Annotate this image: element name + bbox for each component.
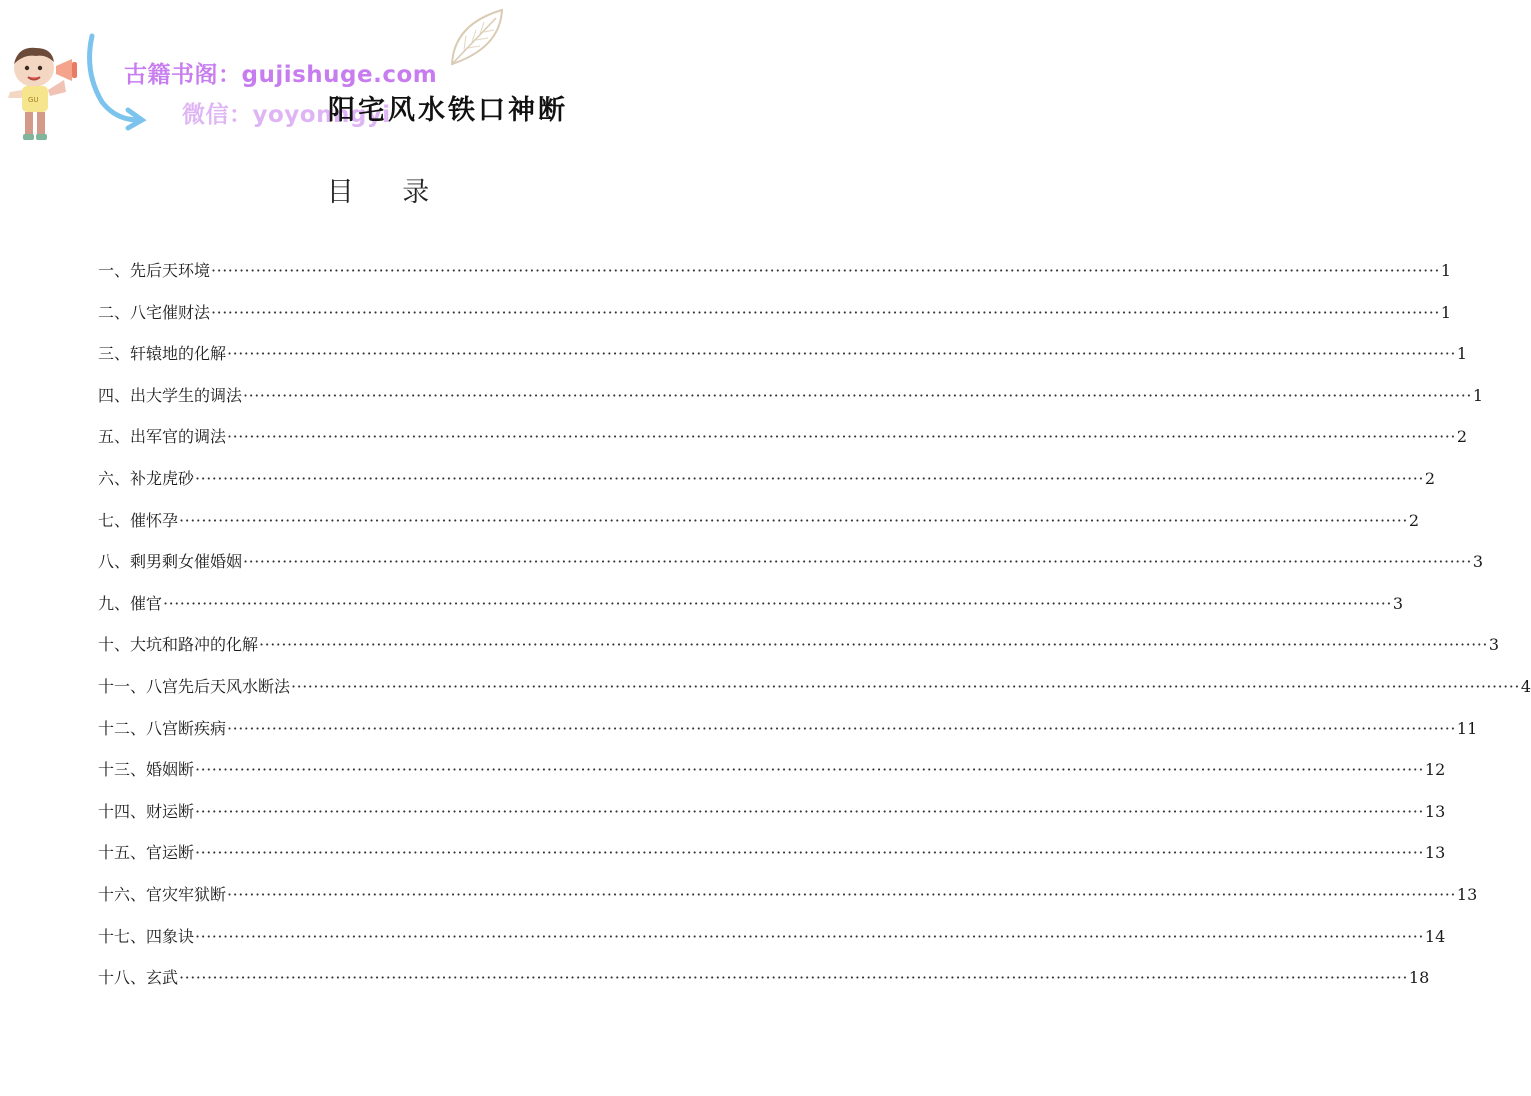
- toc-entry-label: 九、催官: [98, 593, 163, 613]
- toc-leader-dots: ····························································································································································································································: [227, 884, 1456, 904]
- toc-entry-label: 十三、婚姻断: [98, 760, 195, 780]
- toc-entry-label: 一、先后天环境: [98, 261, 211, 280]
- toc-heading: 目 录: [326, 177, 450, 208]
- toc-entry-page: 1: [1440, 302, 1452, 322]
- toc-entry-page: 13: [1456, 884, 1478, 904]
- toc-entry-page: 13: [1424, 843, 1446, 863]
- toc-entry-label: 七、催怀孕: [98, 510, 179, 530]
- toc-leader-dots: ····························································································································································································································: [195, 926, 1424, 946]
- toc-entry-label: 十七、四象诀: [98, 926, 195, 946]
- toc-entry-page: 2: [1408, 510, 1420, 530]
- toc-entry[interactable]: [98, 878, 1478, 920]
- toc-entry-page: 3: [1392, 593, 1404, 613]
- toc-entry-page: 3: [1472, 552, 1484, 572]
- toc-leader-dots: ····························································································································································································································: [195, 468, 1424, 488]
- toc-leader-dots: ····························································································································································································································: [291, 676, 1520, 696]
- toc-entry-label: 八、剩男剩女催婚姻: [98, 552, 243, 572]
- toc-entry-page: 4: [1520, 676, 1531, 696]
- toc-entry-label: 十五、官运断: [98, 843, 195, 863]
- toc-entry-label: 十、大坑和路冲的化解: [98, 635, 259, 655]
- toc-entry-page: 14: [1424, 926, 1446, 946]
- toc-entry-page: 2: [1424, 468, 1436, 488]
- toc-entry-page: 2: [1456, 427, 1468, 447]
- toc-entry[interactable]: [98, 462, 1436, 504]
- toc-entry[interactable]: [98, 337, 1468, 379]
- toc-entry-label: 十一、八宫先后天风水断法: [98, 676, 291, 696]
- toc-entry[interactable]: [98, 296, 1452, 338]
- toc-entry-label: 二、八宅催财法: [98, 302, 211, 322]
- toc-entry-page: 1: [1472, 385, 1484, 405]
- toc-leader-dots: ····························································································································································································································: [211, 302, 1440, 322]
- toc-entry[interactable]: [98, 920, 1446, 962]
- toc-entry-label: 十二、八宫断疾病: [98, 718, 227, 738]
- toc-entry[interactable]: [98, 795, 1446, 837]
- watermark: [0, 0, 770, 160]
- watermark-wechat: 微信：yoyonngyi: [182, 102, 391, 128]
- toc-entry[interactable]: [98, 628, 1500, 670]
- toc-entry[interactable]: [98, 545, 1484, 587]
- toc-entry-page: 1: [1456, 344, 1468, 364]
- toc-entry[interactable]: [98, 836, 1446, 878]
- toc-entry[interactable]: [98, 961, 1430, 1003]
- toc-leader-dots: ····························································································································································································································: [243, 385, 1472, 405]
- toc-entry-page: 3: [1488, 635, 1500, 655]
- toc-entry[interactable]: [98, 587, 1404, 629]
- toc-leader-dots: ····························································································································································································································: [227, 344, 1456, 364]
- toc-entry-label: 六、补龙虎砂: [98, 468, 195, 488]
- toc-entry-page: 1: [1440, 261, 1452, 280]
- toc-entry[interactable]: [98, 420, 1468, 462]
- toc-entry-page: 12: [1424, 760, 1446, 780]
- toc-entry-label: 十四、财运断: [98, 801, 195, 821]
- toc-entry-page: 13: [1424, 801, 1446, 821]
- toc-leader-dots: ····························································································································································································································: [211, 261, 1440, 280]
- toc-leader-dots: ····························································································································································································································: [179, 510, 1408, 530]
- toc-leader-dots: ····························································································································································································································: [195, 843, 1424, 863]
- toc-entry[interactable]: [98, 504, 1420, 546]
- toc-entry[interactable]: [98, 670, 1531, 712]
- table-of-contents: [98, 254, 1531, 1003]
- toc-entry[interactable]: [98, 379, 1484, 421]
- toc-leader-dots: ····························································································································································································································: [195, 760, 1424, 780]
- watermark-site: 古籍书阁：gujishuge.com: [124, 62, 438, 88]
- toc-entry-label: 五、出军官的调法: [98, 427, 227, 447]
- toc-entry-page: 18: [1408, 968, 1430, 988]
- toc-entry-label: 四、出大学生的调法: [98, 385, 243, 405]
- toc-leader-dots: ····························································································································································································································: [163, 593, 1392, 613]
- toc-leader-dots: ····························································································································································································································: [243, 552, 1472, 572]
- toc-leader-dots: ····························································································································································································································: [259, 635, 1488, 655]
- toc-entry-label: 十六、官灾牢狱断: [98, 884, 227, 904]
- toc-entry-label: 十八、玄武: [98, 968, 179, 988]
- toc-leader-dots: ····························································································································································································································: [179, 968, 1408, 988]
- svg-text:GU: GU: [28, 96, 39, 104]
- toc-entry-page: 11: [1456, 718, 1478, 738]
- book-title: 阳宅风水铁口神断: [328, 95, 568, 126]
- toc-leader-dots: ····························································································································································································································: [227, 718, 1456, 738]
- toc-entry[interactable]: [98, 712, 1478, 754]
- toc-entry[interactable]: [98, 753, 1446, 795]
- toc-leader-dots: ····························································································································································································································: [227, 427, 1456, 447]
- leaf-decoration: [444, 4, 510, 70]
- toc-entry[interactable]: [98, 254, 1452, 296]
- toc-leader-dots: ····························································································································································································································: [195, 801, 1424, 821]
- toc-entry-label: 三、轩辕地的化解: [98, 344, 227, 364]
